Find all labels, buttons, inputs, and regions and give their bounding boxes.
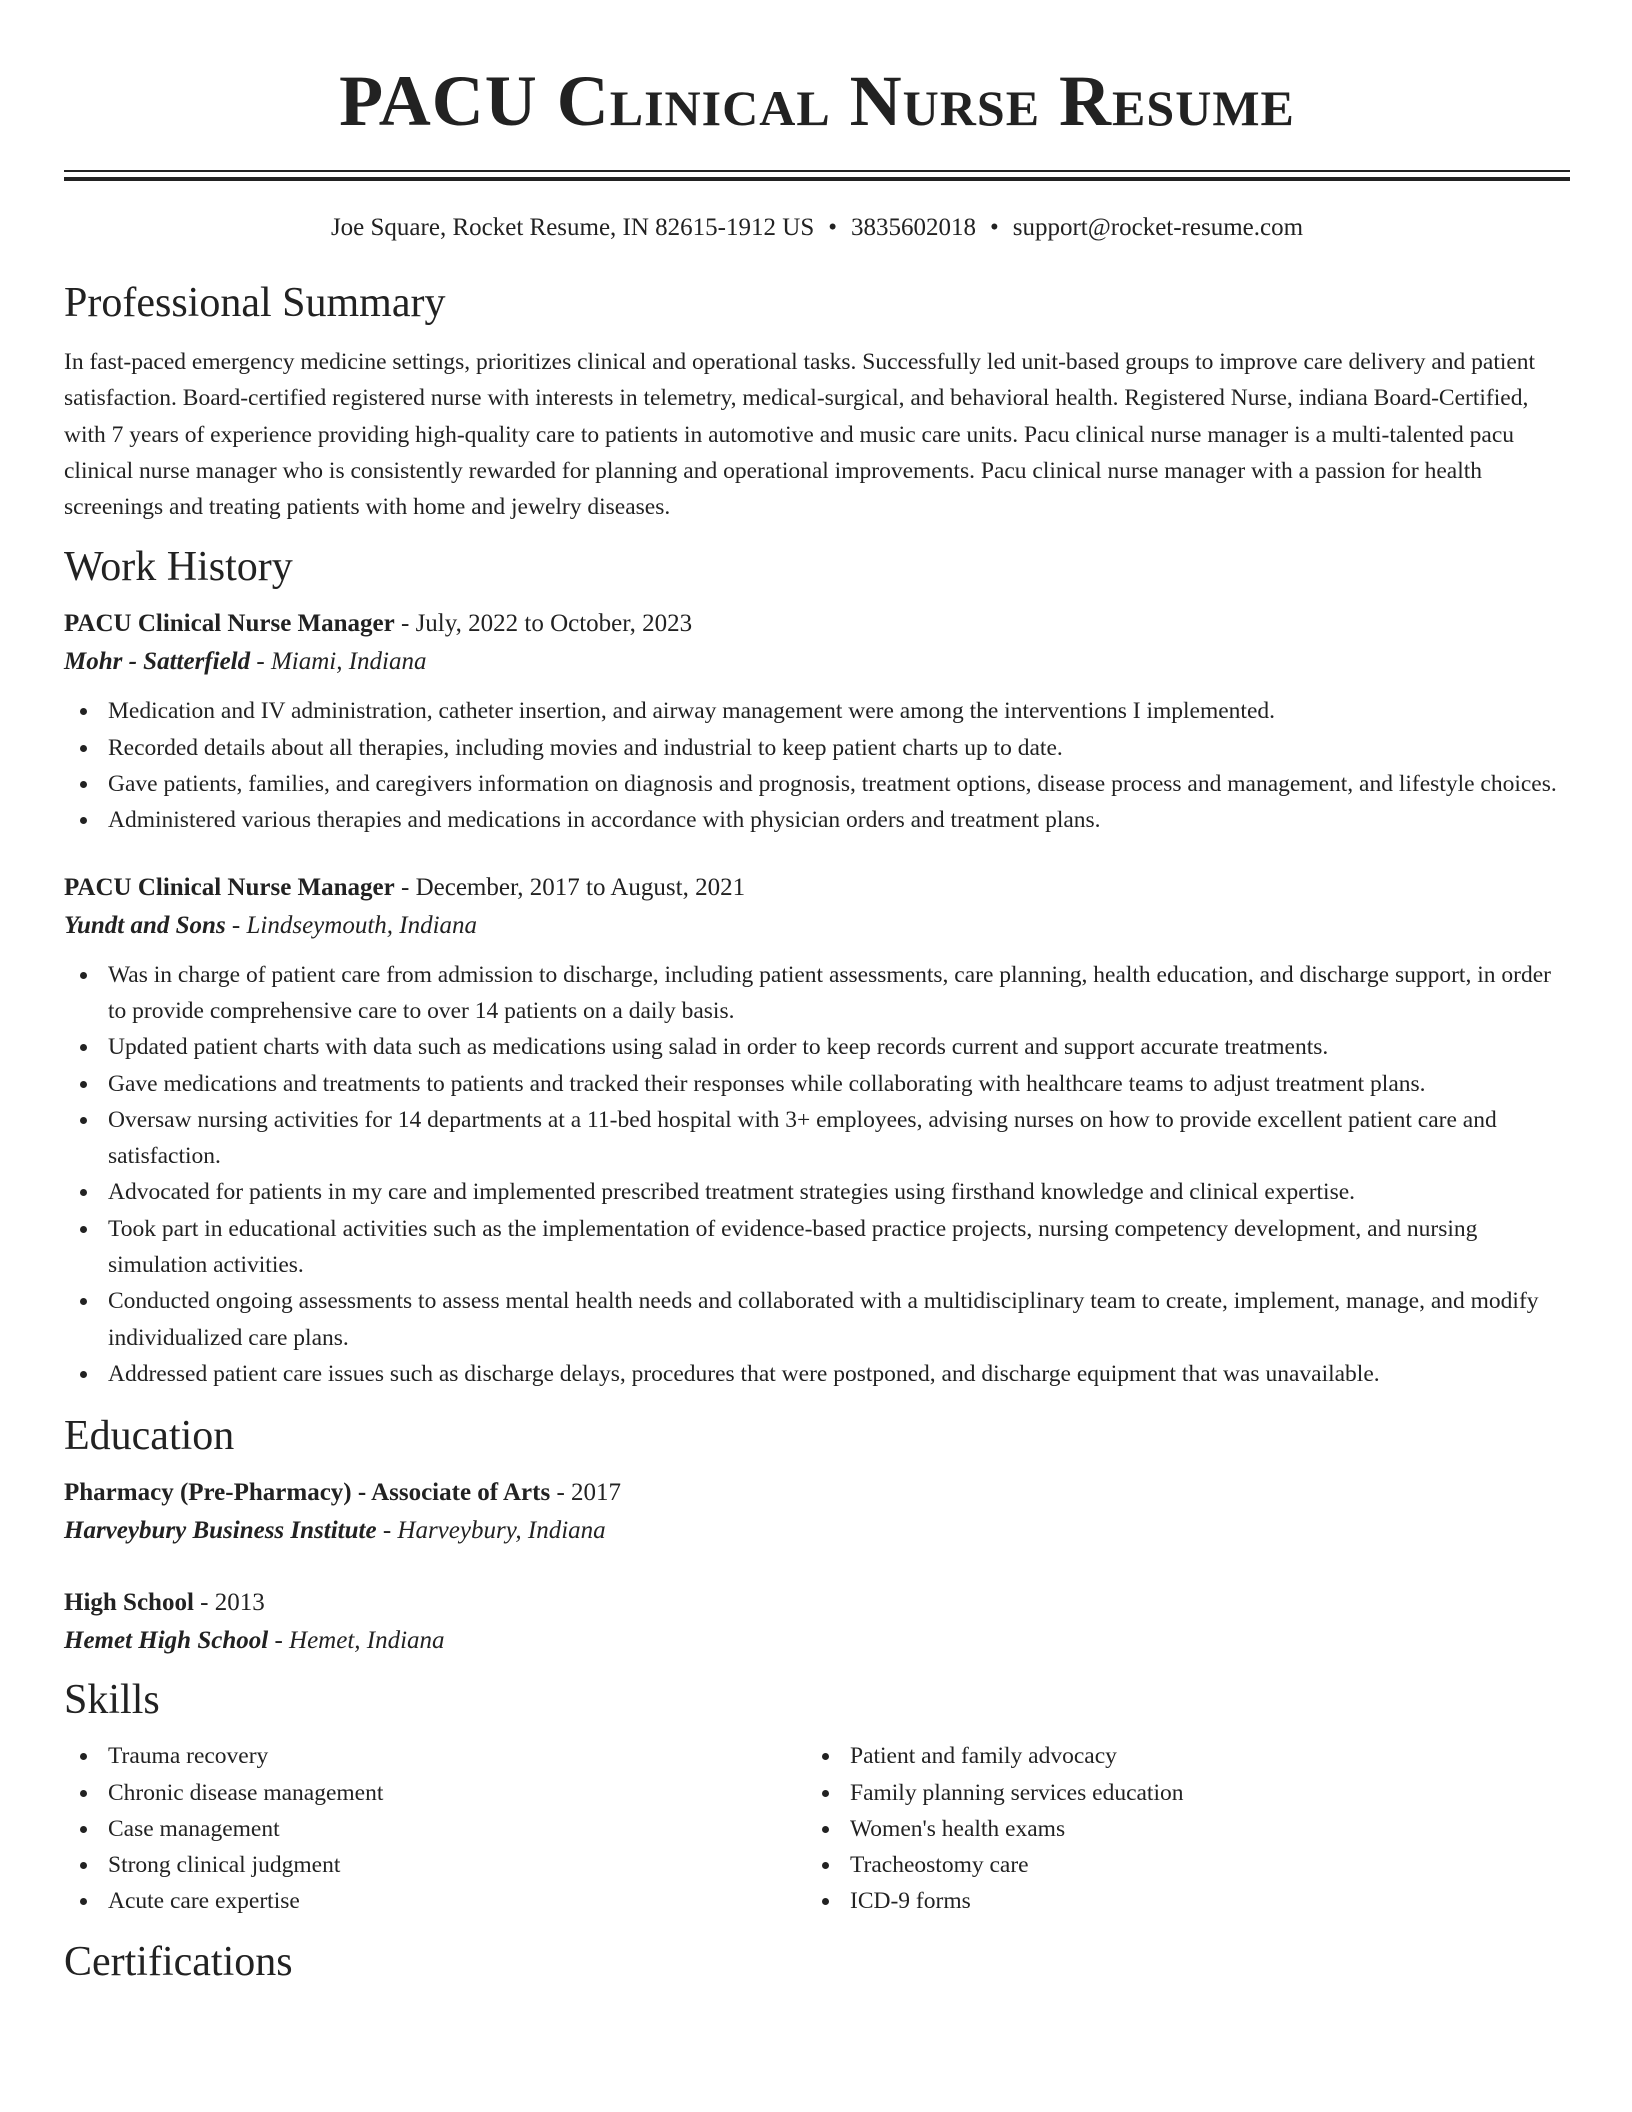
list-item: Gave medications and treatments to patients and tracked their responses while collaborating with healthcare teams to adjust treatment plans. bbox=[64, 1066, 1570, 1102]
contact-phone: 3835602018 bbox=[850, 214, 976, 241]
company-line bbox=[64, 907, 1570, 945]
school-location: - Hemet, Indiana bbox=[268, 1627, 445, 1655]
summary-text: In fast-paced emergency medicine settings, prioritizes clinical and operational tasks. Successfully led unit-based groups to improve care delivery and patient satisfaction. Board-certified registered nurse with interests in telemetry, medical-surgical, and behavioral health. Registered Nurse, indiana Board-Certified, with 7 years of experience providing high-quality care to patients in automotive and music care units. Pacu clinical nurse manager is a multi-talented pacu clinical nurse manager who is consistently rewarded for planning and operational improvements. Pacu clinical nurse manager with a passion for health screenings and treating patients with home and jewelry diseases. bbox=[64, 349, 1536, 521]
degree-name: Pharmacy (Pre-Pharmacy) - Associate of Arts bbox=[64, 1479, 551, 1507]
skill-item: Family planning services education bbox=[806, 1775, 1548, 1811]
skill-item: Acute care expertise bbox=[64, 1883, 806, 1919]
job-title-line bbox=[64, 869, 1570, 907]
list-item: Updated patient charts with data such as medications using salad in order to keep records current and support accurate treatments. bbox=[64, 1029, 1570, 1065]
job-title-line bbox=[64, 605, 1570, 643]
school-name: Hemet High School bbox=[64, 1627, 269, 1655]
degree-year: - 2013 bbox=[193, 1589, 265, 1617]
skill-item: Chronic disease management bbox=[64, 1775, 806, 1811]
skills-list-left bbox=[64, 1738, 806, 1919]
school-name: Harveybury Business Institute bbox=[64, 1517, 377, 1545]
contact-separator: • bbox=[989, 214, 999, 241]
contact-separator: • bbox=[828, 214, 837, 241]
school-location: - Harveybury, Indiana bbox=[376, 1517, 606, 1545]
resume-page bbox=[64, 0, 1570, 1988]
list-item: Administered various therapies and medications in accordance with physician orders and treatment plans. bbox=[64, 802, 1570, 838]
skills-list-right bbox=[806, 1738, 1548, 1919]
summary-heading: Professional Summary bbox=[64, 280, 446, 326]
company-line bbox=[64, 643, 1570, 681]
list-item: Oversaw nursing activities for 14 departments at a 11-bed hospital with 3+ employees, advising nurses on how to provide excellent patient care and satisfaction. bbox=[64, 1102, 1570, 1175]
job-entry bbox=[64, 605, 1570, 838]
contact-address: Joe Square, Rocket Resume, IN 82615-1912 US bbox=[330, 214, 815, 241]
skill-item: Trauma recovery bbox=[64, 1738, 806, 1774]
skill-item: Tracheostomy care bbox=[806, 1847, 1548, 1883]
job-bullets bbox=[64, 693, 1570, 838]
list-item: Advocated for patients in my care and implemented prescribed treatment strategies using firsthand knowledge and clinical expertise. bbox=[64, 1174, 1570, 1210]
job-title: PACU Clinical Nurse Manager bbox=[64, 873, 395, 901]
list-item: Gave patients, families, and caregivers information on diagnosis and prognosis, treatment options, disease process and management, and lifestyle choices. bbox=[64, 766, 1570, 802]
list-item: Recorded details about all therapies, including movies and industrial to keep patient charts up to date. bbox=[64, 730, 1570, 766]
skill-item: Patient and family advocacy bbox=[806, 1738, 1548, 1774]
list-item: Addressed patient care issues such as discharge delays, procedures that were postponed, and discharge equipment that was unavailable. bbox=[64, 1356, 1570, 1392]
degree-line bbox=[64, 1584, 1570, 1622]
list-item: Conducted ongoing assessments to assess mental health needs and collaborated with a multidisciplinary team to create, implement, manage, and modify individualized care plans. bbox=[64, 1283, 1570, 1356]
contact-line bbox=[64, 210, 1570, 246]
school-line bbox=[64, 1622, 1570, 1660]
certifications-heading: Certifications bbox=[64, 1938, 293, 1985]
degree-line bbox=[64, 1474, 1570, 1512]
contact-email: support@rocket-resume.com bbox=[1012, 214, 1304, 241]
skill-item: Case management bbox=[64, 1811, 806, 1847]
degree-name: High School bbox=[64, 1589, 194, 1617]
company-location: - Lindseymouth, Indiana bbox=[225, 911, 478, 939]
title-divider bbox=[64, 170, 1570, 181]
list-item: Medication and IV administration, catheter insertion, and airway management were among the interventions I implemented. bbox=[64, 693, 1570, 729]
skills-heading: Skills bbox=[64, 1677, 160, 1724]
work-history-heading: Work History bbox=[64, 544, 293, 591]
list-item: Took part in educational activities such as the implementation of evidence-based practice projects, nursing competency development, and nursing simulation activities. bbox=[64, 1211, 1570, 1284]
skill-item: ICD-9 forms bbox=[806, 1883, 1548, 1919]
company-name: Yundt and Sons bbox=[64, 911, 226, 939]
skills-columns bbox=[64, 1738, 1570, 1919]
job-title: PACU Clinical Nurse Manager bbox=[64, 610, 395, 638]
job-entry bbox=[64, 869, 1570, 1393]
education-heading: Education bbox=[64, 1413, 235, 1460]
education-entry bbox=[64, 1474, 1570, 1550]
education-entry bbox=[64, 1584, 1570, 1660]
resume-title: PACU Clinical Nurse Resume bbox=[339, 61, 1295, 141]
job-dates: - July, 2022 to October, 2023 bbox=[394, 610, 693, 638]
degree-year: - 2017 bbox=[550, 1479, 622, 1507]
job-dates: - December, 2017 to August, 2021 bbox=[394, 873, 746, 901]
skill-item: Women's health exams bbox=[806, 1811, 1548, 1847]
company-name: Mohr - Satterfield bbox=[64, 648, 251, 676]
skill-item: Strong clinical judgment bbox=[64, 1847, 806, 1883]
job-bullets bbox=[64, 957, 1570, 1393]
company-location: - Miami, Indiana bbox=[250, 648, 427, 676]
list-item: Was in charge of patient care from admission to discharge, including patient assessments, care planning, health education, and discharge support, in order to provide comprehensive care to over 14 patients on a daily basis. bbox=[64, 957, 1570, 1030]
school-line bbox=[64, 1512, 1570, 1550]
